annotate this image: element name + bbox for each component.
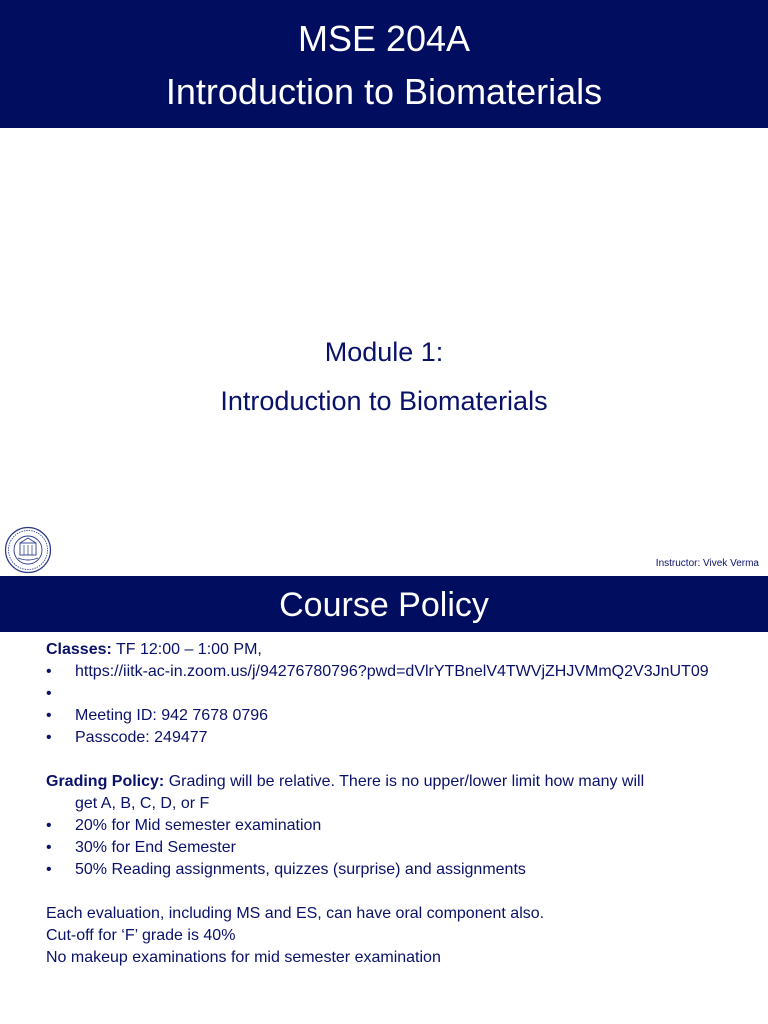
course-policy-slide — [0, 576, 768, 1024]
classes-line — [46, 639, 746, 661]
course-policy-content — [46, 639, 746, 969]
grading-bullet-mid: • 20% for Mid semester examination — [46, 815, 746, 837]
course-policy-title: Course Policy — [0, 576, 768, 632]
meeting-id: • Meeting ID: 942 7678 0796 — [46, 705, 746, 727]
spacer — [46, 881, 746, 903]
course-code: MSE 204A — [297, 18, 471, 59]
title-header — [0, 0, 768, 128]
classes-text: TF 12:00 – 1:00 PM, — [111, 641, 262, 658]
grading-text: Grading will be relative. There is no upper/lower limit how many will — [164, 773, 645, 790]
grading-bullet-assignments: • 50% Reading assignments, quizzes (surprise) and assignments — [46, 859, 746, 881]
class-bullets — [46, 661, 746, 749]
grading-bullets — [46, 815, 746, 881]
note-no-makeup: No makeup examinations for mid semester examination — [46, 949, 441, 966]
zoom-link[interactable]: • https://iitk-ac-in.zoom.us/j/94276780796?pwd=dVlrYTBnelV4TWVjZHJVMmQ2V3JnUT09 — [46, 661, 746, 683]
institute-seal-icon — [4, 526, 52, 574]
grading-label: Grading Policy: — [46, 773, 165, 790]
spacer — [46, 749, 746, 771]
note-oral-component: Each evaluation, including MS and ES, can have oral component also. — [46, 905, 545, 922]
instructor-name: Instructor: Vivek Verma — [655, 558, 759, 569]
module-number: Module 1: — [324, 337, 444, 367]
empty-bullet — [46, 683, 746, 705]
grading-line — [46, 771, 746, 793]
grading-text-continued: get A, B, C, D, or F — [75, 795, 210, 812]
grading-bullet-end: • 30% for End Semester — [46, 837, 746, 859]
note-cutoff: Cut-off for ‘F’ grade is 40% — [46, 927, 236, 944]
classes-label: Classes: — [46, 641, 112, 658]
module-title: Introduction to Biomaterials — [220, 386, 548, 416]
passcode: • Passcode: 249477 — [46, 727, 746, 749]
course-title: Introduction to Biomaterials — [165, 71, 603, 112]
